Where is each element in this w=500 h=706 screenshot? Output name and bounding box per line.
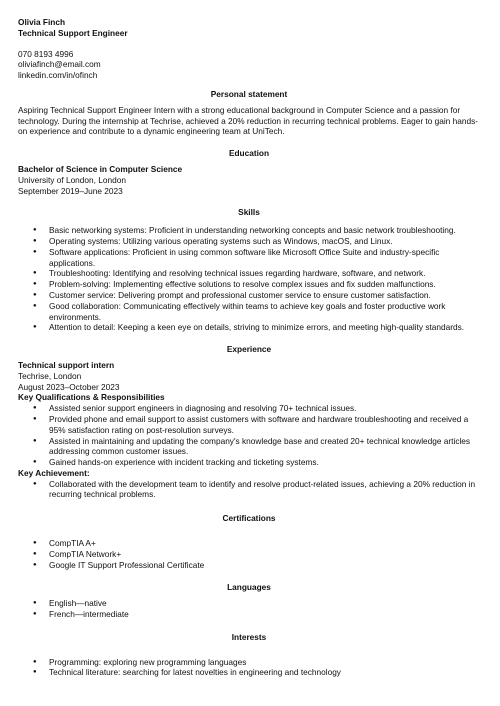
list-item: ● Attention to detail: Keeping a keen eye on details, striving to minimize errors, and meeting high-quality standards. bbox=[18, 322, 480, 333]
linkedin-url: linkedin.com/in/ofinch bbox=[18, 70, 98, 81]
list-item: ● Collaborated with the development team to identify and resolve product-related issues, achieving a 20% reduction in recurring technical problems. bbox=[18, 479, 480, 501]
languages-list bbox=[18, 598, 480, 620]
list-item: ● Good collaboration: Communicating effectively within teams to achieve key goals and foster productive work environments. bbox=[18, 301, 480, 323]
list-item: ● Software applications: Proficient in using common software like Microsoft Office Suite and industry-specific applications. bbox=[18, 247, 480, 269]
interests-list bbox=[18, 657, 480, 679]
achievements-list bbox=[18, 479, 480, 501]
certifications-heading: Certifications bbox=[222, 513, 276, 524]
statement-text: Aspiring Technical Support Engineer Intern with a strong educational background in Computer Science and a passion for technology. During the internship at Techrise, achieved a 20% reduction in recurring technical problems. Eager to gain hands-on experience and contribute to a dynamic engineering team at UniTech. bbox=[18, 104, 478, 137]
experience-company: Techrise, London bbox=[18, 370, 82, 381]
list-item: ● Operating systems: Utilizing various operating systems such as Windows, macOS, and Linux. bbox=[18, 236, 480, 247]
candidate-title: Technical Support Engineer bbox=[18, 27, 128, 38]
list-item: ● Technical literature: searching for latest novelties in engineering and technology bbox=[18, 667, 480, 678]
list-item: ● Customer service: Delivering prompt and professional customer service to ensure customer satisfaction. bbox=[18, 290, 480, 301]
interests-heading: Interests bbox=[231, 631, 267, 642]
skills-list bbox=[18, 225, 480, 333]
skills-heading: Skills bbox=[238, 207, 260, 218]
list-item: ● Basic networking systems: Proficient in understanding networking concepts and basic network troubleshooting. bbox=[18, 225, 480, 236]
list-item: ● Troubleshooting: Identifying and resolving technical issues regarding hardware, software, and network. bbox=[18, 268, 480, 279]
experience-role: Technical support intern bbox=[18, 359, 115, 370]
certifications-list bbox=[18, 538, 480, 570]
phone-number: 070 8193 4996 bbox=[18, 48, 74, 59]
list-item: ● Programming: exploring new programming languages bbox=[18, 657, 480, 668]
list-item: ● Provided phone and email support to assist customers with software and hardware troubleshooting and received a 95% satisfaction rating on post-resolution surveys. bbox=[18, 414, 480, 436]
list-item: ● Gained hands-on experience with incident tracking and ticketing systems. bbox=[18, 457, 480, 468]
statement-heading: Personal statement bbox=[210, 88, 288, 99]
list-item: ● Problem-solving: Implementing effective solutions to resolve complex issues and fix sudden malfunctions. bbox=[18, 279, 480, 290]
achievement-heading: Key Achievement: bbox=[18, 467, 90, 478]
list-item: ● English—native bbox=[18, 598, 480, 609]
education-dates: September 2019–June 2023 bbox=[18, 185, 123, 196]
list-item: ● Assisted in maintaining and updating the company's knowledge base and created 20+ technical knowledge articles addressing common customer issues. bbox=[18, 436, 480, 458]
candidate-name: Olivia Finch bbox=[18, 17, 66, 27]
qualifications-heading: Key Qualifications & Responsibilities bbox=[18, 392, 165, 403]
experience-dates: August 2023–October 2023 bbox=[18, 381, 120, 392]
contact-block bbox=[18, 17, 480, 81]
education-degree: Bachelor of Science in Computer Science bbox=[18, 163, 183, 174]
qualifications-list bbox=[18, 403, 480, 468]
experience-heading: Experience bbox=[226, 344, 272, 355]
list-item: ● Assisted senior support engineers in diagnosing and resolving 70+ technical issues. bbox=[18, 403, 480, 414]
email-address: oliviafinch@email.com bbox=[18, 59, 101, 70]
list-item: ● CompTIA Network+ bbox=[18, 549, 480, 560]
list-item: ● Google IT Support Professional Certificate bbox=[18, 560, 480, 571]
education-heading: Education bbox=[228, 148, 270, 159]
list-item: ● CompTIA A+ bbox=[18, 538, 480, 549]
list-item: ● French—intermediate bbox=[18, 609, 480, 620]
languages-heading: Languages bbox=[227, 582, 271, 593]
education-school: University of London, London bbox=[18, 174, 126, 185]
resume-page bbox=[18, 17, 480, 678]
